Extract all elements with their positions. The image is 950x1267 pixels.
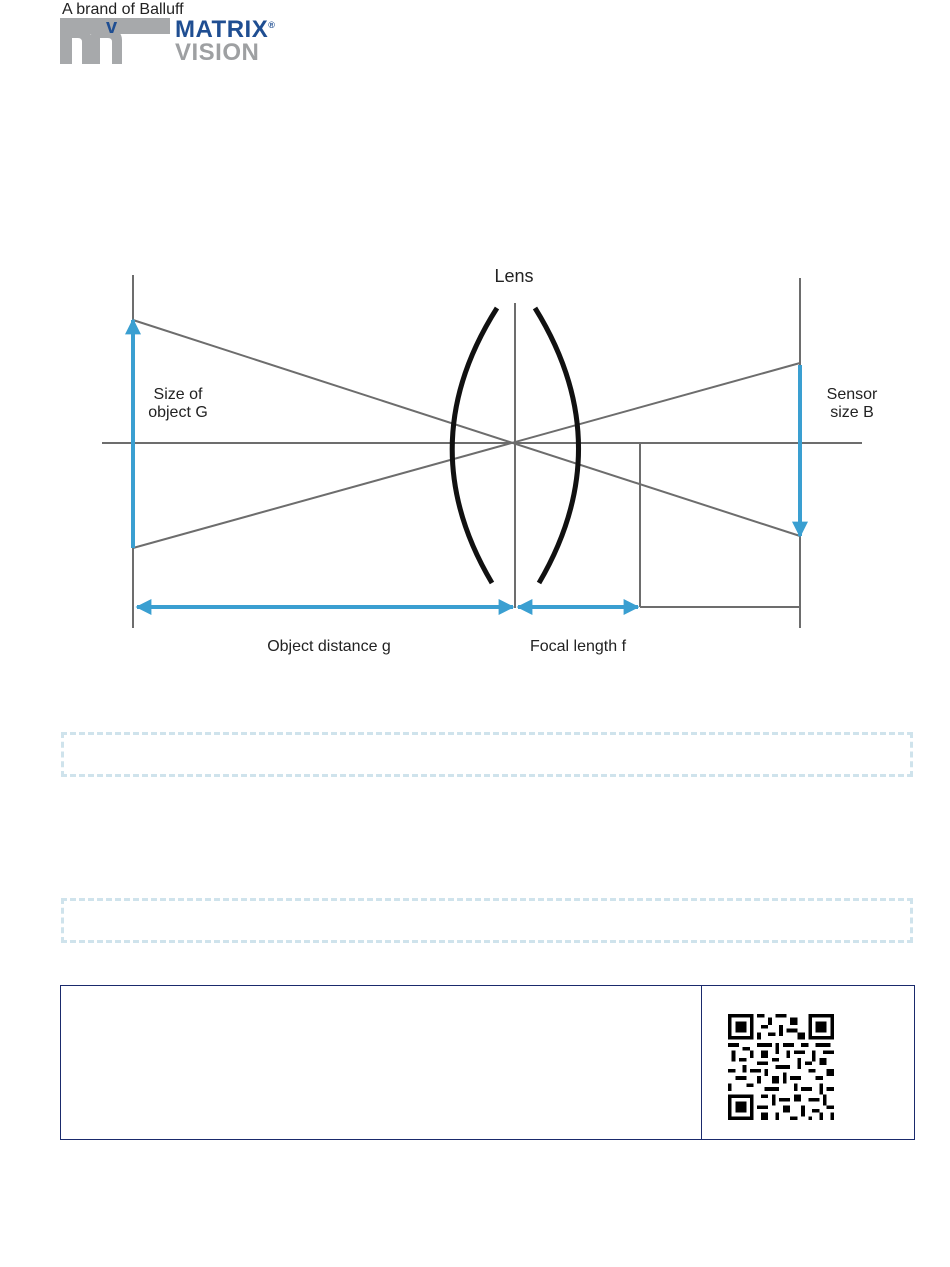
object-size-label-2: object G [148, 404, 208, 421]
object-distance-label: Object distance g [267, 638, 391, 655]
logo-vision-text: VISION [175, 39, 260, 66]
focal-length-label: Focal length f [529, 638, 627, 655]
formula-placeholder-1 [61, 732, 913, 777]
object-size-label-1: Size of [153, 386, 203, 403]
ray-upper [133, 320, 800, 536]
sensor-size-label-1: Sensor [826, 386, 878, 403]
lens-right-curve [535, 308, 579, 583]
lens-left-curve [452, 308, 497, 583]
qr-code-icon [728, 1014, 834, 1120]
formula-placeholder-2 [61, 898, 913, 943]
logo-v-letter: v [106, 18, 118, 38]
brand-tagline: A brand of Balluff [62, 1, 184, 18]
ray-lower [133, 363, 800, 548]
logo-matrix-text: MATRIX® [175, 16, 276, 43]
footer-divider [701, 986, 702, 1139]
footer-info-box [60, 985, 915, 1140]
sensor-size-label-2: size B [830, 404, 874, 421]
lens-label: Lens [494, 266, 534, 286]
